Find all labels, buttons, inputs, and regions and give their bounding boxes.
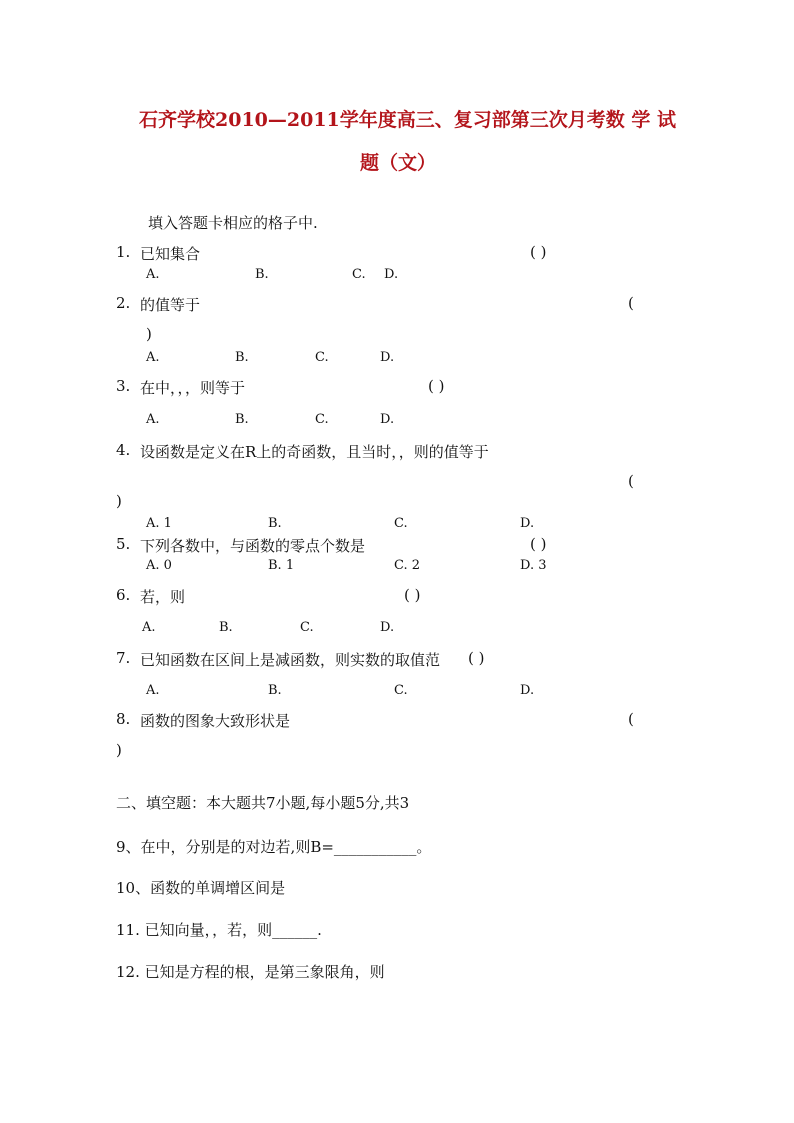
fill-question-11: 11. 已知向量，，若，则______.: [116, 921, 322, 939]
option-b: B.: [235, 350, 249, 365]
option-c: C.: [394, 683, 408, 698]
question-number: 6.: [116, 586, 131, 604]
option-a: A. 0: [146, 558, 172, 573]
option-c: C.: [315, 412, 329, 427]
question-text: 若，则: [140, 588, 186, 606]
question-text: 在中，，，则等于: [140, 379, 246, 397]
answer-paren-close: ): [116, 741, 122, 759]
question-text: 下列各数中，与函数的零点个数是: [140, 537, 366, 555]
option-b: B.: [255, 267, 269, 282]
exam-title-line1: 石齐学校2010—2011学年度高三、复习部第三次月考数 学 试: [139, 109, 676, 131]
option-d: D.: [520, 516, 535, 531]
option-a: A. 1: [146, 516, 172, 531]
exam-title-line2: 题（文）: [360, 152, 437, 174]
answer-paren-open: (: [628, 710, 634, 728]
answer-paren: ( ): [530, 535, 547, 553]
option-b: B. 1: [268, 558, 295, 573]
fill-question-10: 10、函数的单调增区间是: [116, 879, 286, 897]
answer-paren: ( ): [428, 377, 445, 395]
answer-paren-close: ): [146, 325, 152, 343]
question-text: 已知函数在区间上是减函数，则实数的取值范: [140, 651, 441, 669]
option-d: D.: [520, 683, 535, 698]
answer-paren: ( ): [404, 586, 421, 604]
question-number: 5.: [116, 535, 131, 553]
option-d: D.: [380, 350, 395, 365]
question-text: 设函数是定义在R上的奇函数，且当时，，则的值等于: [140, 443, 489, 461]
question-number: 1.: [116, 243, 131, 261]
option-c: C.: [394, 516, 408, 531]
question-number: 3.: [116, 377, 131, 395]
option-a: A.: [146, 267, 160, 282]
section-heading: 二、填空题：本大题共7小题,每小题5分,共3: [116, 794, 410, 812]
instruction-text: 填入答题卡相应的格子中.: [148, 214, 318, 232]
option-d: D.: [380, 620, 395, 635]
option-a: A.: [146, 412, 160, 427]
option-b: B.: [268, 683, 282, 698]
option-b: B.: [268, 516, 282, 531]
answer-paren-close: ): [116, 492, 122, 510]
option-d: D.: [384, 267, 399, 282]
question-text: 已知集合: [140, 245, 201, 263]
fill-question-9: 9、在中，分别是的对边若,则B=___________。: [116, 838, 432, 856]
question-number: 7.: [116, 649, 131, 667]
option-c: C.: [352, 267, 366, 282]
question-number: 4.: [116, 441, 131, 459]
option-d: D. 3: [520, 558, 547, 573]
question-text: 的值等于: [140, 296, 201, 314]
option-b: B.: [219, 620, 233, 635]
option-c: C.: [315, 350, 329, 365]
fill-question-12: 12. 已知是方程的根，是第三象限角，则: [116, 963, 385, 981]
option-a: A.: [142, 620, 156, 635]
option-a: A.: [146, 683, 160, 698]
option-c: C.: [300, 620, 314, 635]
question-number: 8.: [116, 710, 131, 728]
answer-paren-open: (: [628, 472, 634, 490]
answer-paren: ( ): [530, 243, 547, 261]
option-d: D.: [380, 412, 395, 427]
question-number: 2.: [116, 294, 131, 312]
answer-paren: ( ): [468, 649, 485, 667]
question-text: 函数的图象大致形状是: [140, 712, 291, 730]
answer-paren-open: (: [628, 294, 634, 312]
option-a: A.: [146, 350, 160, 365]
option-c: C. 2: [394, 558, 421, 573]
option-b: B.: [235, 412, 249, 427]
